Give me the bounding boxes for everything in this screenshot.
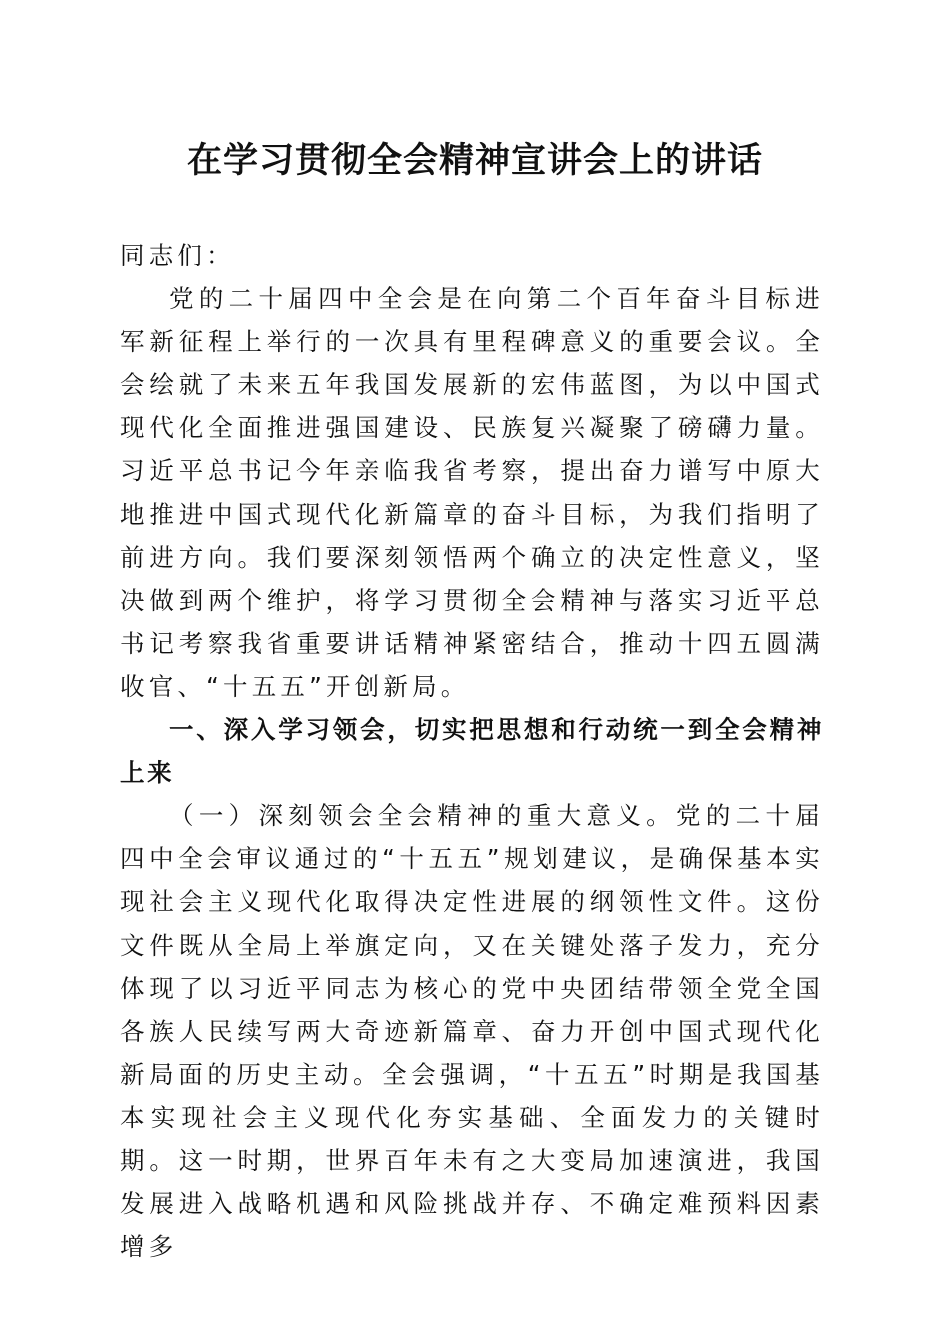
document-body — [120, 234, 824, 1268]
subsection-heading: （一）深刻领会全会精神的重大意义。 — [169, 801, 676, 831]
document-title: 在学习贯彻全会精神宣讲会上的讲话 — [186, 140, 763, 181]
intro-paragraph: 党的二十届四中全会是在向第二个百年奋斗目标进军新征程上举行的一次具有里程碑意义的重要会议。全会绘就了未来五年我国发展新的宏伟蓝图，为以中国式现代化全面推进强国建设、民族复兴凝聚了磅礴力量。习近平总书记今年亲临我省考察，提出奋力谱写中原大地推进中国式现代化新篇章的奋斗目标，为我们指明了前进方向。我们要深刻领悟两个确立的决定性意义，坚决做到两个维护，将学习贯彻全会精神与落实习近平总书记考察我省重要讲话精神紧密结合，推动十四五圆满收官、“十五五”开创新局。 — [120, 284, 824, 701]
salutation: 同志们： — [120, 241, 235, 270]
subsection-text: 党的二十届四中全会审议通过的“十五五”规划建议，是确保基本实现社会主义现代化取得决定性进展的纲领性文件。这份文件既从全局上举旗定向，又在关键处落子发力，充分体现了以习近平同志为核心的党中央团结带领全党全国各族人民续写两大奇迹新篇章、奋力开创中国式现代化新局面的历史主动。全会强调，“十五五”时期是我国基本实现社会主义现代化夯实基础、全面发力的关键时期。这一时期，世界百年未有之大变局加速演进，我国发展进入战略机遇和风险挑战并存、不确定难预料因素增多 — [120, 801, 824, 1262]
section-heading: 一、深入学习领会，切实把思想和行动统一到全会精神上来 — [120, 715, 824, 788]
subsection-paragraph — [120, 794, 824, 1268]
